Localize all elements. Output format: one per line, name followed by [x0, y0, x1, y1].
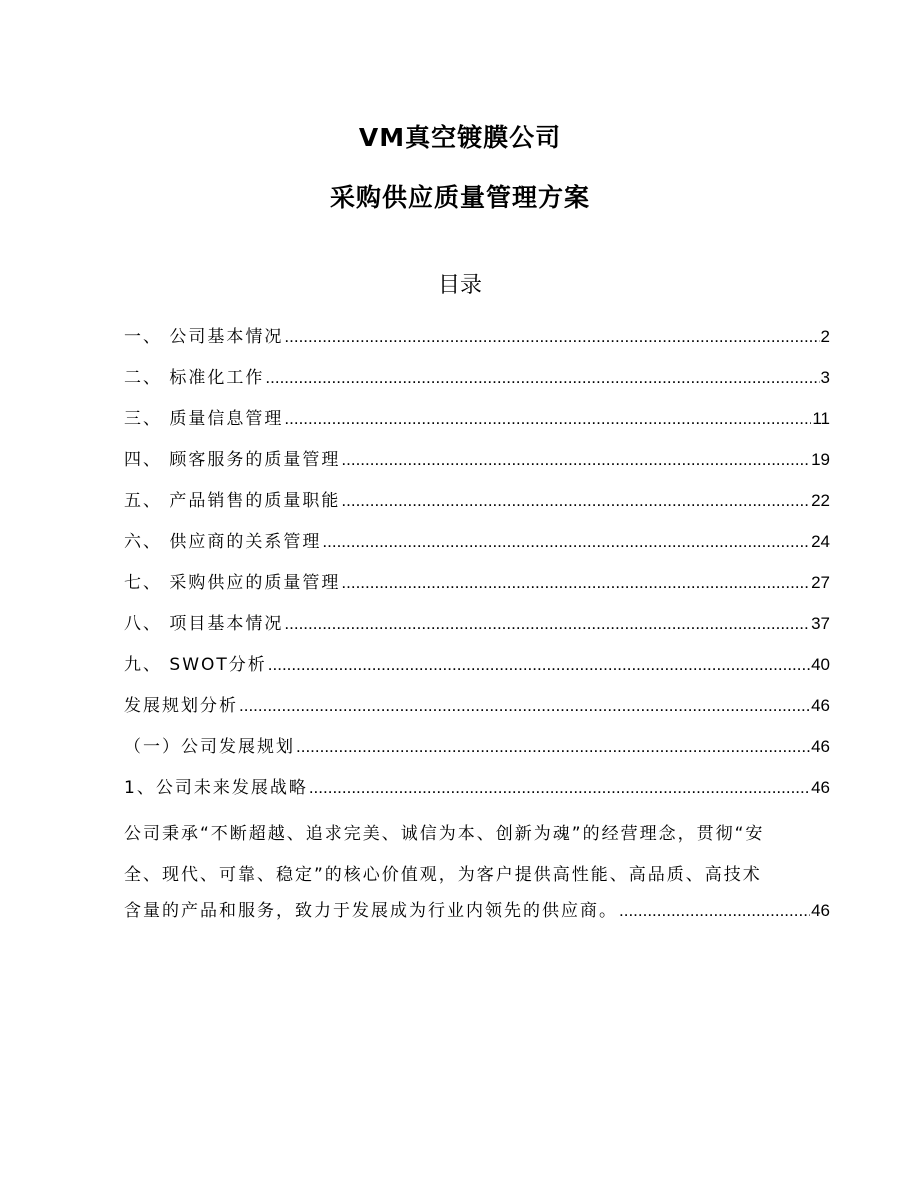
- toc-entry-label: 四、 顾客服务的质量管理: [124, 450, 341, 470]
- toc-entry-label: 九、 SWOT分析: [124, 655, 267, 675]
- toc-entry-label: 三、 质量信息管理: [124, 409, 284, 429]
- toc-heading: 目录: [437, 273, 482, 298]
- toc-entry-label: （一）公司发展规划: [124, 737, 295, 757]
- toc-entry[interactable]: [124, 568, 830, 609]
- toc-entry-page: 11: [812, 409, 830, 428]
- document-title: VM真空镀膜公司: [358, 123, 562, 152]
- toc-entry-page: 46: [811, 778, 830, 797]
- toc-entry[interactable]: [124, 404, 830, 445]
- toc-paragraph-line: 公司秉承“不断超越、追求完美、诚信为本、创新为魂”的经营理念，贯彻“安: [124, 824, 765, 844]
- toc-entry-label: 二、 标准化工作: [124, 368, 265, 388]
- toc-entry[interactable]: [124, 732, 830, 773]
- toc-entry-paragraph[interactable]: [124, 814, 830, 896]
- toc-entry-page: 2: [820, 327, 830, 346]
- toc-entry-label: 发展规划分析: [124, 696, 238, 716]
- toc-entry-page: 37: [811, 614, 830, 633]
- toc-entry-page: 46: [811, 737, 830, 756]
- toc-entry-page: 46: [811, 901, 830, 920]
- toc-dot-leader: [341, 568, 810, 598]
- toc-entry-page: 24: [811, 532, 830, 551]
- toc-entry-page: 27: [811, 573, 830, 592]
- toc-paragraph-line: 含量的产品和服务，致力于发展成为行业内领先的供应商。: [124, 901, 618, 921]
- toc-dot-leader: [341, 486, 810, 516]
- toc-entry[interactable]: [124, 609, 830, 650]
- toc-entry-label: 八、 项目基本情况: [124, 614, 284, 634]
- toc-dot-leader: [239, 691, 810, 721]
- toc-dot-leader: [619, 896, 810, 926]
- toc-entry[interactable]: [124, 445, 830, 486]
- toc-entry[interactable]: [124, 363, 830, 404]
- toc-entry-page: 40: [811, 655, 830, 674]
- toc-dot-leader: [284, 404, 811, 434]
- toc-dot-leader: [268, 650, 810, 680]
- toc-dot-leader: [265, 363, 819, 393]
- toc-dot-leader: [296, 732, 810, 762]
- toc-dot-leader: [284, 322, 819, 352]
- toc-entry-page: 46: [811, 696, 830, 715]
- toc-entry[interactable]: [124, 322, 830, 363]
- toc-entry-page: 3: [820, 368, 830, 387]
- toc-entry[interactable]: [124, 691, 830, 732]
- toc-entry[interactable]: [124, 773, 830, 814]
- toc-entry[interactable]: [124, 527, 830, 568]
- toc-entry-label: 五、 产品销售的质量职能: [124, 491, 341, 511]
- toc-entry-label: 六、 供应商的关系管理: [124, 532, 322, 552]
- toc-entry-page: 22: [811, 491, 830, 510]
- toc-entry-label: 1、公司未来发展战略: [124, 778, 308, 798]
- toc-entry[interactable]: [124, 486, 830, 527]
- toc-paragraph-line: 全、现代、可靠、稳定”的核心价值观，为客户提供高性能、高品质、高技术: [124, 865, 762, 885]
- toc-entry[interactable]: [124, 650, 830, 691]
- toc-dot-leader: [341, 445, 810, 475]
- toc-dot-leader: [284, 609, 810, 639]
- document-subtitle: 采购供应质量管理方案: [329, 183, 590, 212]
- toc-entry-paragraph-end[interactable]: [124, 896, 830, 937]
- table-of-contents: [124, 322, 830, 937]
- toc-entry-label: 七、 采购供应的质量管理: [124, 573, 341, 593]
- toc-entry-label: 一、 公司基本情况: [124, 327, 284, 347]
- toc-dot-leader: [322, 527, 810, 557]
- toc-entry-page: 19: [811, 450, 830, 469]
- toc-dot-leader: [309, 773, 810, 803]
